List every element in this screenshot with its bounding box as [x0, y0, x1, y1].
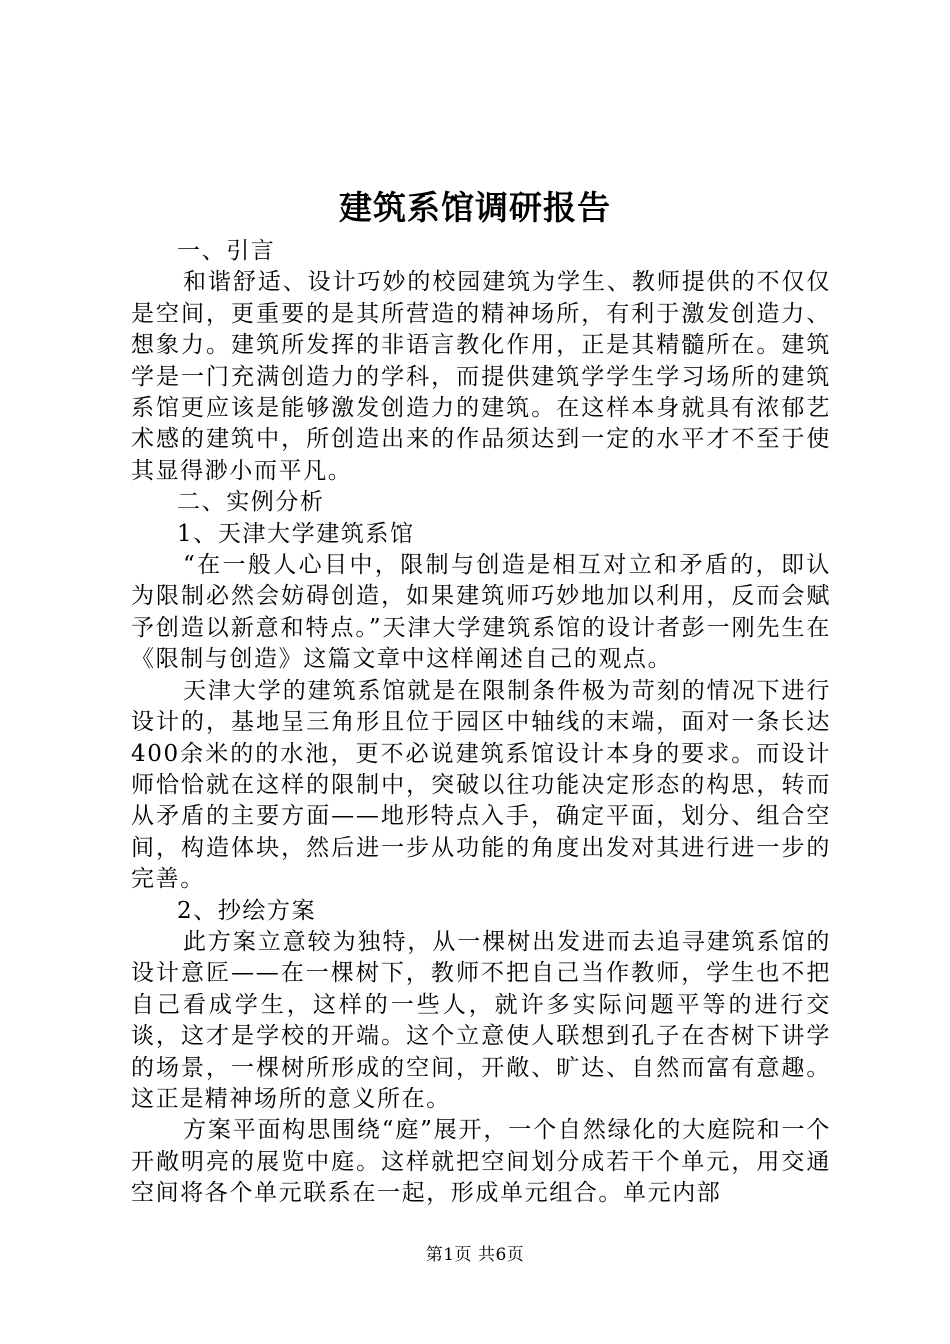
section-heading-case-analysis: 二、实例分析: [177, 489, 325, 516]
subsection-heading-copy-scheme: 2、抄绘方案: [177, 897, 317, 924]
paragraph-intro: 和谐舒适、设计巧妙的校园建筑为学生、教师提供的不仅仅是空间，更重要的是其所营造的精神场所，有利于激发创造力、想象力。建筑所发挥的非语言教化作用，正是其精髓所在。建筑学是一门充满创造力的学科，而提供建筑学学生学习场所的建筑系馆更应该是能够激发创造力的建筑。在这样本身就具有浓郁艺术感的建筑中，所创造出来的作品须达到一定的水平才不至于使其显得渺小而平凡。: [131, 269, 831, 484]
paragraph-scheme-plan: 方案平面构思围绕“庭”展开，一个自然绿化的大庭院和一个开敞明亮的展览中庭。这样就把空间划分成若干个单元，用交通空间将各个单元联系在一起，形成单元组合。单元内部: [131, 1117, 831, 1207]
document-body: [131, 236, 831, 1210]
paragraph-tianjin-design: 天津大学的建筑系馆就是在限制条件极为苛刻的情况下进行设计的，基地呈三角形且位于园区中轴线的末端，面对一条长达400余米的的水池，更不必说建筑系馆设计本身的要求。而设计师恰恰就在这样的限制中，突破以往功能决定形态的构思，转而从矛盾的主要方面——地形特点入手，确定平面，划分、组合空间，构造体块，然后进一步从功能的角度出发对其进行进一步的完善。: [131, 677, 831, 893]
section-heading-intro: 一、引言: [177, 238, 276, 264]
subsection-heading-tianjin: 1、天津大学建筑系馆: [177, 520, 415, 547]
paragraph-scheme-concept: 此方案立意较为独特，从一棵树出发进而去追寻建筑系馆的设计意匠——在一棵树下，教师不把自己当作教师，学生也不把自己看成学生，这样的一些人，就许多实际问题平等的进行交谈，这才是学校的开端。这个立意使人联想到孔子在杏树下讲学的场景，一棵树所形成的空间，开敞、旷达、自然而富有意趣。这正是精神场所的意义所在。: [131, 928, 831, 1112]
page-footer: 第1页 共6页: [425, 1245, 525, 1265]
document-title: 建筑系馆调研报告: [339, 188, 611, 227]
paragraph-tianjin-quote: “在一般人心目中，限制与创造是相互对立和矛盾的，即认为限制必然会妨碍创造，如果建筑师巧妙地加以利用，反而会赋予创造以新意和特点。”天津大学建筑系馆的设计者彭一刚先生在《限制与创造》这篇文章中这样阐述自己的观点。: [131, 552, 831, 673]
